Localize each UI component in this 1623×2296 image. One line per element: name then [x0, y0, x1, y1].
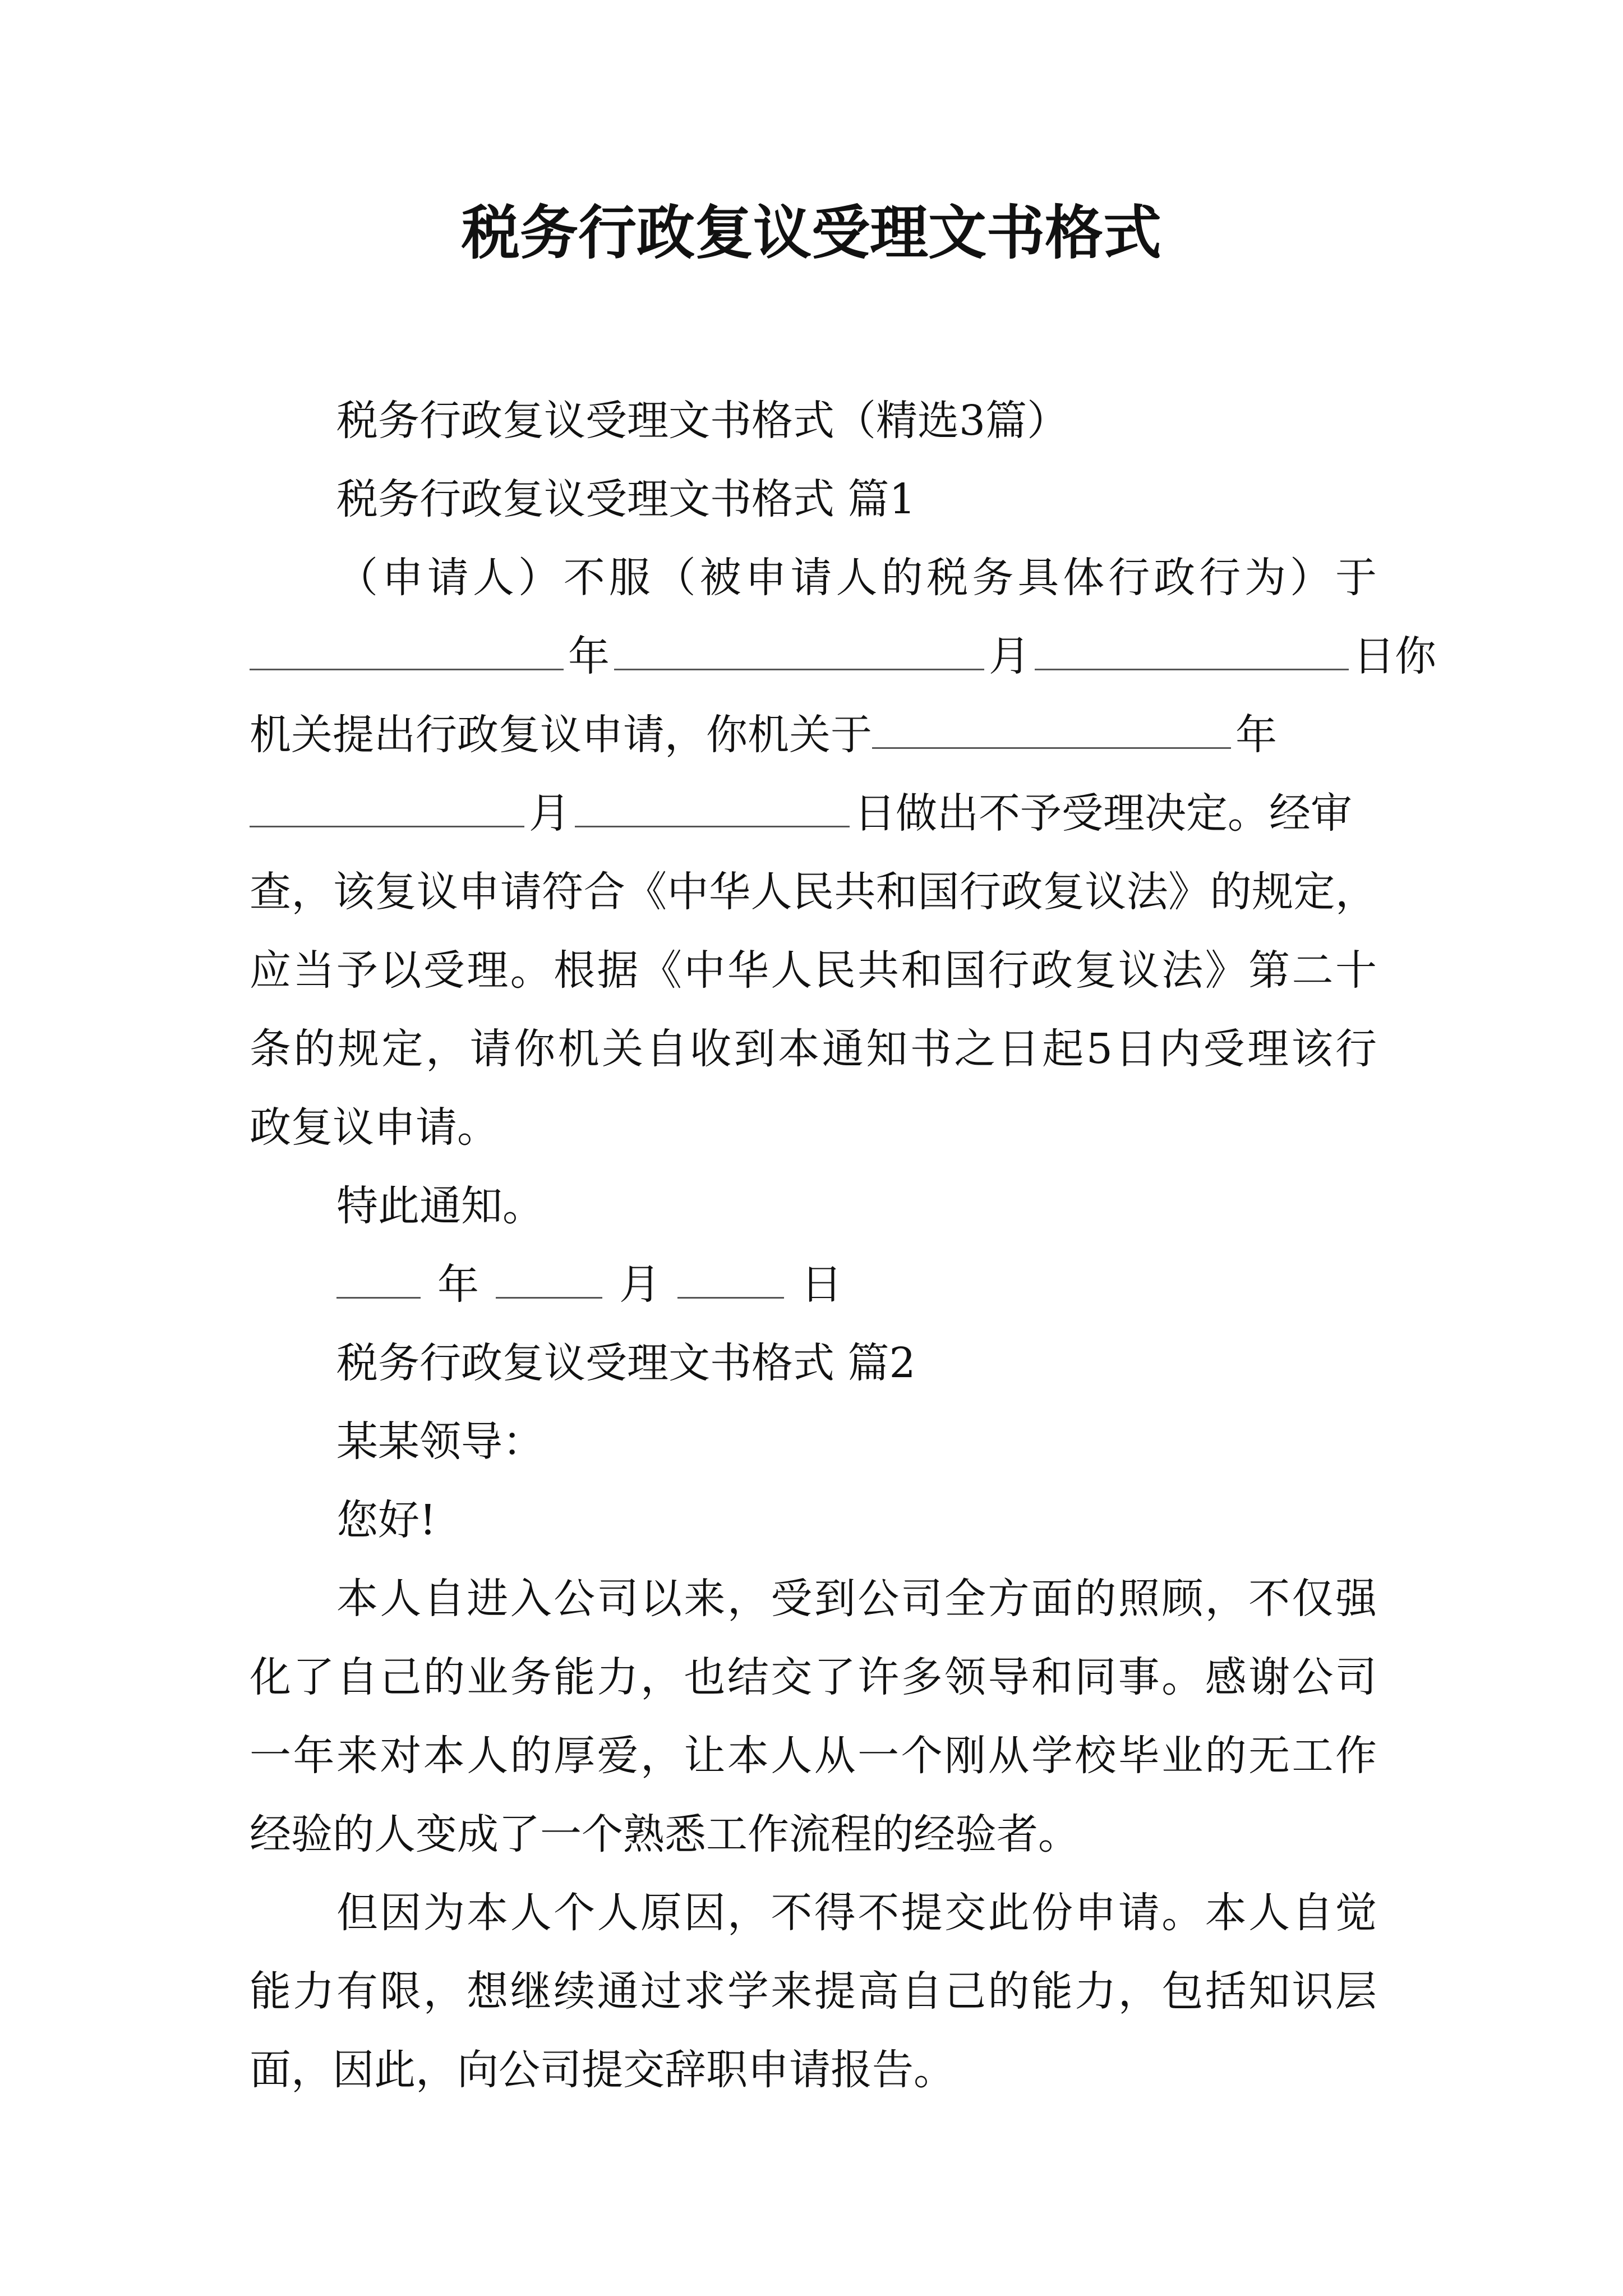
- unit-year: 年: [568, 632, 610, 680]
- paragraph-line: 化了自己的业务能力，也结交了许多领导和同事。感谢公司: [250, 1653, 1377, 1701]
- notice-text: 特此通知。: [336, 1182, 544, 1230]
- blank-field: [250, 781, 524, 827]
- paragraph-line: 本人自进入公司以来，受到公司全方面的照顾，不仅强: [336, 1575, 1377, 1623]
- paragraph-line: 政复议申请。: [250, 1103, 499, 1152]
- paragraph-line: 查，该复议申请符合《中华人民共和国行政复议法》的规定，: [250, 868, 1377, 916]
- blank-field: [336, 1252, 421, 1299]
- blank-field: [1035, 624, 1349, 670]
- date-year: 年: [437, 1260, 479, 1309]
- paragraph-line: （申请人）不服（被申请人的税务具体行政行为）于: [336, 554, 1377, 602]
- paragraph-line: 经验的人变成了一个熟悉工作流程的经验者。: [250, 1810, 1080, 1858]
- blank-field: [496, 1252, 602, 1299]
- unit-year: 年: [1235, 711, 1277, 759]
- paragraph-line: 条的规定，请你机关自收到本通知书之日起5日内受理该行: [250, 1025, 1377, 1073]
- blank-field: [872, 702, 1231, 749]
- date-line: [336, 1245, 1377, 1324]
- greeting: 您好!: [336, 1496, 436, 1544]
- document-title: 税务行政复议受理文书格式: [461, 198, 1161, 267]
- paragraph-line: 面，因此，向公司提交辞职申请报告。: [250, 2046, 955, 2094]
- paragraph-line: 能力有限，想继续通过求学来提高自己的能力，包括知识层: [250, 1967, 1377, 2016]
- paragraph-line: 应当予以受理。根据《中华人民共和国行政复议法》第二十: [250, 946, 1377, 995]
- paragraph-text: 机关提出行政复议申请，你机关于: [250, 711, 872, 759]
- paragraph-line-with-blanks: [250, 617, 1436, 696]
- blank-field: [677, 1252, 784, 1299]
- section-1-heading: 税务行政复议受理文书格式 篇1: [336, 475, 916, 523]
- blank-field: [250, 624, 564, 670]
- unit-day-you: 日你: [1353, 632, 1436, 680]
- date-month: 月: [619, 1260, 661, 1309]
- paragraph-text: 日做出不予受理决定。经审: [854, 789, 1352, 838]
- unit-month: 月: [989, 632, 1030, 680]
- date-day: 日: [801, 1260, 842, 1309]
- unit-month: 月: [529, 789, 570, 838]
- paragraph-line-with-blanks: [250, 774, 1377, 853]
- subtitle: 税务行政复议受理文书格式（精选3篇）: [336, 397, 1069, 445]
- salutation: 某某领导：: [336, 1418, 544, 1466]
- blank-field: [614, 624, 984, 670]
- paragraph-line: 一年来对本人的厚爱，让本人从一个刚从学校毕业的无工作: [250, 1732, 1377, 1780]
- paragraph-line-with-blanks: [250, 696, 1377, 774]
- paragraph-line: 但因为本人个人原因，不得不提交此份申请。本人自觉: [336, 1889, 1377, 1937]
- blank-field: [575, 781, 850, 827]
- section-2-heading: 税务行政复议受理文书格式 篇2: [336, 1339, 916, 1387]
